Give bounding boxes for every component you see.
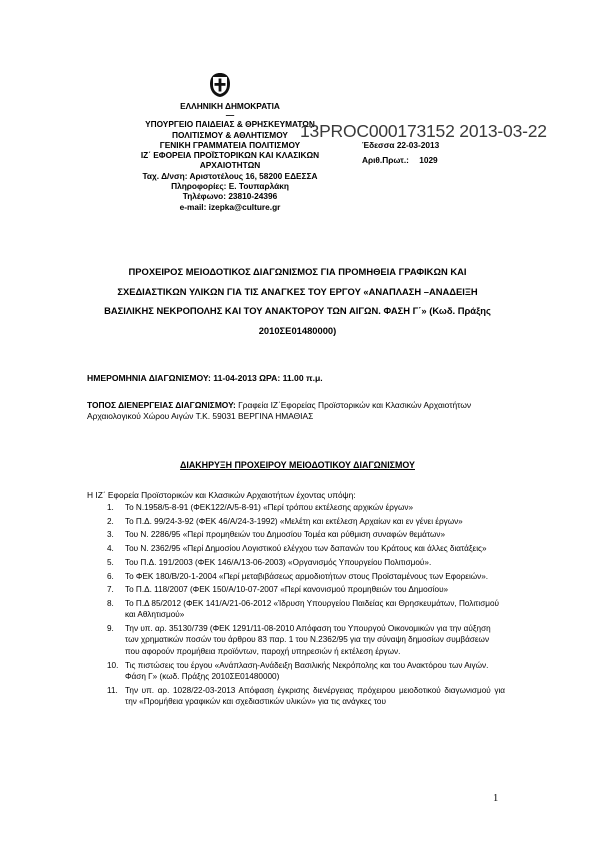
item-text: Του Π.Δ. 191/2003 (ΦΕΚ 146/Α/13-06-2003) «Οργανισμός Υπουργείου Πολιτισμού». — [125, 557, 432, 567]
item-text: Το Π.Δ 85/2012 (ΦΕΚ 141/Α/21-06-2012 «Ίδρυση Υπουργείου Παιδείας και Θρησκευμάτων, Πολιτισμού και Αθλητισμού» — [125, 598, 500, 620]
page-number: 1 — [493, 793, 499, 804]
header-line: ΠΟΛΙΤΙΣΜΟΥ & ΑΘΛΗΤΙΣΜΟΥ — [172, 129, 288, 140]
item-number: 5. — [107, 557, 114, 567]
intro-text: Η ΙΖ΄ Εφορεία Προϊστορικών και Κλασικών Αρχαιοτήτων έχοντας υπόψη: — [87, 490, 356, 500]
list-item — [87, 571, 505, 582]
item-text: Τις πιστώσεις του έργου «Ανάπλαση-Ανάδειξη Βασιλικής Νεκρόπολης και του Ανακτόρου των Αιγών. Φάση Γ» (κωδ. Πράξης 2010ΣΕ01480000) — [125, 660, 489, 681]
header-line: e-mail: izepka@culture.gr — [179, 201, 281, 212]
header-line: Τηλέφωνο: 23810-24396 — [182, 191, 278, 202]
protocol-value: 1029 — [419, 155, 438, 165]
item-text: Την υπ. αρ. 1028/22-03-2013 Απόφαση έγκρισης διενέργειας πρόχειρου μειοδοτικού διαγωνισμού για την «Προμήθεια γραφικών και σχεδιαστικών υλικών» για τις ανάγκες του — [125, 685, 505, 707]
header-line: ΓΕΝΙΚΗ ΓΡΑΜΜΑΤΕΙΑ ΠΟΛΙΤΙΣΜΟΥ — [159, 139, 301, 150]
document-title — [60, 262, 535, 340]
date-label: Έδεσσα — [362, 140, 395, 150]
list-item — [87, 557, 505, 568]
header-line: — — [225, 110, 235, 121]
item-text: Το Π.Δ. 99/24-3-92 (ΦΕΚ 46/Α/24-3-1992) «Μελέτη και εκτέλεση Αρχαίων και εν γένει έργων» — [125, 516, 463, 526]
list-item — [87, 529, 505, 540]
item-text: Του Ν. 2286/95 «Περί προμηθειών του Δημοσίου Τομέα και ρύθμιση συναφών θεμάτων» — [125, 530, 446, 540]
protocol-number — [362, 155, 438, 165]
document-date — [362, 140, 439, 150]
item-text: Την υπ. αρ. 35130/739 (ΦΕΚ 1291/11-08-2010 Απόφαση του Υπουργού Οικονομικών για την αύξηση των χρηματικών ποσών του άρθρου 83 παρ. 1 του Ν.2362/95 για την σύναψη δημοσίων συμβάσεων που αφορούν προμήθεια προϊόντων, παροχή υπηρεσιών ή εκτέλεση έργων. — [125, 624, 491, 656]
list-item — [87, 516, 505, 527]
title-line: 2010ΣΕ01480000) — [258, 324, 337, 336]
list-item — [87, 660, 505, 683]
authority-header — [120, 101, 340, 212]
place-label: ΤΟΠΟΣ ΔΙΕΝΕΡΓΕΙΑΣ ΔΙΑΓΩΝΙΣΜΟΥ: — [87, 400, 236, 410]
item-text: Του Ν. 2362/95 «Περί Δημοσίου Λογιστικού ελέγχου των δαπανών του Κράτους και άλλες διατάξεις» — [125, 544, 487, 554]
header-line: ΕΛΛΗΝΙΚΗ ΔΗΜΟΚΡΑΤΙΑ — [180, 101, 280, 111]
item-number: 1. — [107, 503, 114, 512]
item-number: 7. — [107, 585, 114, 595]
competition-date: ΗΜΕΡΟΜΗΝΙΑ ΔΙΑΓΩΝΙΣΜΟΥ: 11-04-2013 ΩΡΑ: 11.00 π.μ. — [87, 373, 323, 383]
list-item — [87, 685, 505, 708]
item-text: Το ΦΕΚ 180/Β/20-1-2004 «Περί μεταβιβάσεως αρμοδιοτήτων στους Προϊσταμένους των Εφορειών». — [125, 571, 489, 581]
list-item — [87, 502, 505, 513]
proclamation-heading: ΔΙΑΚΗΡΥΞΗ ΠΡΟΧΕΙΡΟΥ ΜΕΙΟΔΟΤΙΚΟΥ ΔΙΑΓΩΝΙΣΜΟΥ — [180, 460, 415, 470]
greek-emblem-icon — [208, 72, 232, 98]
header-line: Ταχ. Δ/νση: Αριστοτέλους 16, 58200 ΕΔΕΣΣΑ — [142, 170, 318, 181]
place-text: Γραφεία ΙΖ΄Εφορείας Προϊστορικών και Κλασικών Αρχαιοτήτων Αρχαιολογικού Χώρου Αιγών Τ.Κ. 59031 ΒΕΡΓΙΝΑ ΗΜΑΘΙΑΣ — [87, 400, 472, 421]
title-line: ΒΑΣΙΛΙΚΗΣ ΝΕΚΡΟΠΟΛΗΣ ΚΑΙ ΤΟΥ ΑΝΑΚΤΟΡΟΥ ΤΩΝ ΑΙΓΩΝ. ΦΑΣΗ Γ΄» (Κωδ. Πράξης — [104, 305, 491, 316]
header-line: Πληροφορίες: Ε. Τουπαρλάκη — [171, 181, 289, 192]
list-item — [87, 623, 505, 657]
protocol-label: Αριθ.Πρωτ.: — [362, 155, 409, 165]
item-number: 2. — [107, 516, 114, 526]
item-number: 8. — [107, 598, 114, 608]
item-number: 3. — [107, 530, 114, 540]
item-number: 9. — [107, 624, 114, 634]
list-item — [87, 598, 505, 621]
date-value: 22-03-2013 — [396, 140, 440, 150]
considerations-list — [87, 502, 505, 710]
item-text: Το Π.Δ. 118/2007 (ΦΕΚ 150/Α/10-07-2007 «Περί κανονισμού προμηθειών του Δημοσίου» — [125, 585, 449, 595]
header-line: ΥΠΟΥΡΓΕΙΟ ΠΑΙΔΕΙΑΣ & ΘΡΗΣΚΕΥΜΑΤΩΝ — [145, 119, 315, 130]
list-item — [87, 543, 505, 554]
item-number: 6. — [107, 571, 114, 581]
list-item — [87, 584, 505, 595]
item-text: Το Ν.1958/5-8-91 (ΦΕΚ122/Α/5-8-91) «Περί τρόπου εκτέλεσης αρχικών έργων» — [125, 503, 414, 512]
item-number: 11. — [107, 685, 118, 695]
header-line: ΙΖ΄ ΕΦΟΡΕΙΑ ΠΡΟΪΣΤΟΡΙΚΩΝ ΚΑΙ ΚΛΑΣΙΚΩΝ — [140, 150, 320, 161]
item-number: 10. — [107, 660, 119, 670]
item-number: 4. — [107, 544, 114, 554]
title-line: ΠΡΟΧΕΙΡΟΣ ΜΕΙΟΔΟΤΙΚΟΣ ΔΙΑΓΩΝΙΣΜΟΣ ΓΙΑ ΠΡΟΜΗΘΕΙΑ ΓΡΑΦΙΚΩΝ ΚΑΙ — [128, 266, 467, 277]
header-line: ΑΡΧΑΙΟΤΗΤΩΝ — [199, 160, 261, 171]
competition-place — [87, 400, 487, 422]
reference-code-stamp: 13PROC000173152 2013-03-22 — [300, 121, 547, 141]
title-line: ΣΧΕΔΙΑΣΤΙΚΩΝ ΥΛΙΚΩΝ ΓΙΑ ΤΙΣ ΑΝΑΓΚΕΣ ΤΟΥ ΕΡΓΟΥ «ΑΝΑΠΛΑΣΗ –ΑΝΑΔΕΙΞΗ — [117, 285, 478, 297]
